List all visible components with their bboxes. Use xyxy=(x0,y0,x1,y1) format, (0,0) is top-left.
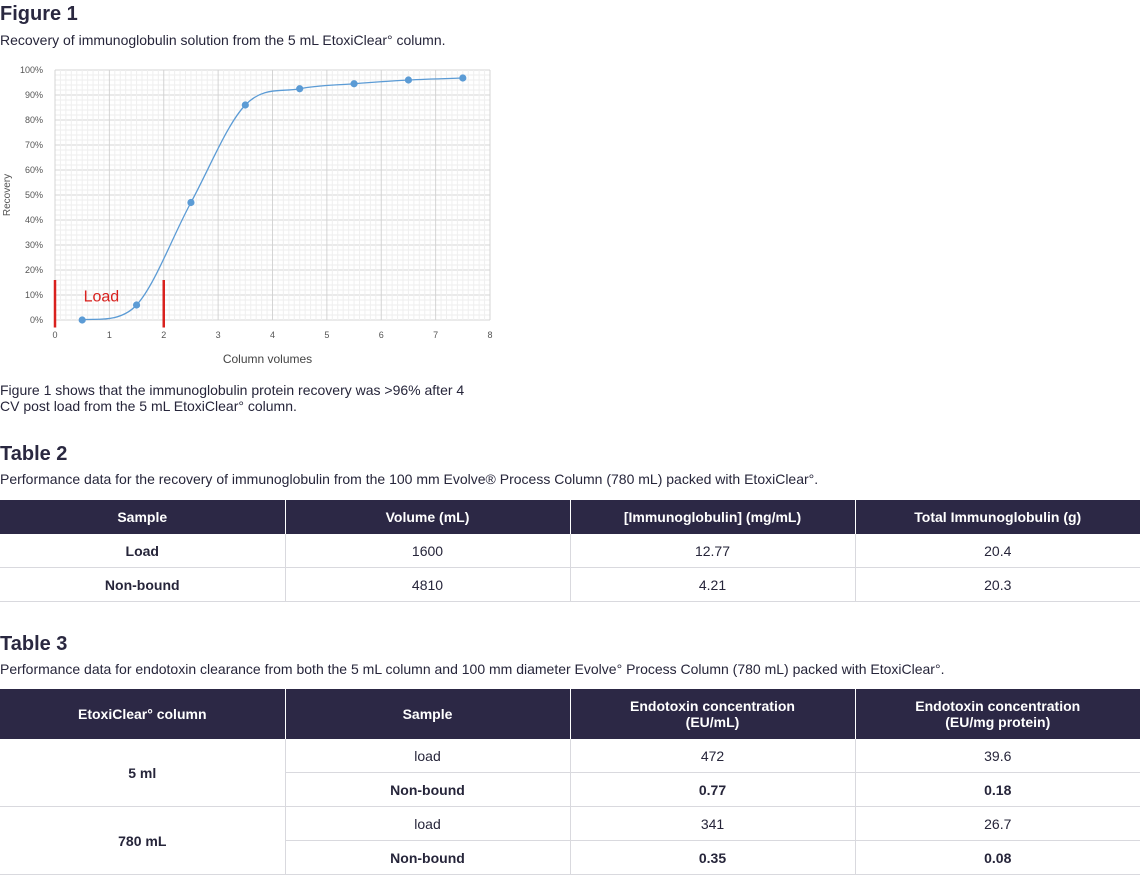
x-tick-label: 5 xyxy=(324,330,330,340)
table2-cell-sample: Load xyxy=(0,534,285,568)
recovery-chart xyxy=(0,60,510,372)
x-tick-label: 3 xyxy=(215,330,221,340)
table3-cell-eu-mg: 26.7 xyxy=(855,807,1140,841)
figure-caption: Recovery of immunoglobulin solution from the 5 mL EtoxiClear° column. xyxy=(0,32,446,48)
table3-cell-column: 780 mL xyxy=(0,807,285,875)
table3-header-eu-mg xyxy=(855,689,1140,739)
y-axis-label: Recovery xyxy=(2,173,13,217)
y-tick-label: 0% xyxy=(29,315,43,325)
table2-cell-total: 20.4 xyxy=(855,534,1140,568)
table3-header-eu-ml-line2: (EU/mL) xyxy=(685,714,740,730)
table2-cell-volume: 1600 xyxy=(285,534,570,568)
y-tick-label: 100% xyxy=(19,65,43,75)
data-point xyxy=(405,76,412,83)
y-tick-label: 10% xyxy=(24,290,43,300)
data-point xyxy=(242,101,249,108)
table3 xyxy=(0,689,1140,875)
table2-header-volume: Volume (mL) xyxy=(285,500,570,534)
table3-header-column: EtoxiClear° column xyxy=(0,689,285,739)
y-tick-label: 40% xyxy=(24,215,43,225)
table2-cell-total: 20.3 xyxy=(855,568,1140,602)
table2-header-row xyxy=(0,500,1140,534)
data-point xyxy=(133,301,140,308)
y-tick-label: 20% xyxy=(24,265,43,275)
y-tick-label: 80% xyxy=(24,115,43,125)
x-axis-label: Column volumes xyxy=(222,352,313,366)
data-point xyxy=(79,316,86,323)
table3-header-sample: Sample xyxy=(285,689,570,739)
table3-cell-column: 5 ml xyxy=(0,739,285,807)
table3-cell-eu-ml: 472 xyxy=(570,739,855,773)
table-row xyxy=(0,739,1140,773)
table2-caption: Performance data for the recovery of immunoglobulin from the 100 mm Evolve® Process Column (780 mL) packed with EtoxiClear°. xyxy=(0,471,819,487)
table3-cell-eu-ml: 0.35 xyxy=(570,841,855,875)
table3-header-eu-mg-line1: Endotoxin concentration xyxy=(915,698,1081,714)
data-point xyxy=(187,199,194,206)
table2 xyxy=(0,500,1140,602)
table3-heading: Table 3 xyxy=(0,633,68,655)
x-tick-label: 0 xyxy=(52,330,58,340)
table2-cell-sample: Non-bound xyxy=(0,568,285,602)
table3-cell-sample: load xyxy=(285,739,570,773)
table3-cell-eu-ml: 341 xyxy=(570,807,855,841)
y-tick-label: 60% xyxy=(24,165,43,175)
table3-cell-sample: Non-bound xyxy=(285,773,570,807)
table-row xyxy=(0,534,1140,568)
table3-header-eu-ml-line1: Endotoxin concentration xyxy=(630,698,795,714)
figure-description: Figure 1 shows that the immunoglobulin protein recovery was >96% after 4 CV post load from the 5 mL EtoxiClear° column. xyxy=(0,382,465,414)
table3-cell-eu-mg: 0.08 xyxy=(855,841,1140,875)
table3-cell-eu-mg: 0.18 xyxy=(855,773,1140,807)
table3-header-eu-mg-line2: (EU/mg protein) xyxy=(945,714,1051,730)
data-point xyxy=(296,85,303,92)
data-point xyxy=(459,74,466,81)
x-tick-label: 8 xyxy=(487,330,493,340)
table2-header-concentration: [Immunoglobulin] (mg/mL) xyxy=(570,500,855,534)
x-tick-label: 6 xyxy=(378,330,384,340)
table-row xyxy=(0,807,1140,841)
data-point xyxy=(350,80,357,87)
table3-cell-eu-mg: 39.6 xyxy=(855,739,1140,773)
table2-header-total: Total Immunoglobulin (g) xyxy=(855,500,1140,534)
table2-cell-concentration: 4.21 xyxy=(570,568,855,602)
table3-cell-sample: load xyxy=(285,807,570,841)
x-tick-label: 1 xyxy=(106,330,112,340)
table3-caption: Performance data for endotoxin clearance from both the 5 mL column and 100 mm diameter Evolve° Process Column (780 mL) packed with EtoxiClear°. xyxy=(0,661,945,677)
load-label: Load xyxy=(83,288,120,306)
y-tick-label: 90% xyxy=(24,90,43,100)
table3-cell-eu-ml: 0.77 xyxy=(570,773,855,807)
y-tick-label: 30% xyxy=(24,240,43,250)
y-tick-label: 50% xyxy=(24,190,43,200)
table-row xyxy=(0,568,1140,602)
y-tick-label: 70% xyxy=(24,140,43,150)
table3-cell-sample: Non-bound xyxy=(285,841,570,875)
table3-header-eu-ml xyxy=(570,689,855,739)
x-tick-label: 4 xyxy=(269,330,276,340)
table2-header-sample: Sample xyxy=(0,500,285,534)
table2-cell-concentration: 12.77 xyxy=(570,534,855,568)
figure-heading: Figure 1 xyxy=(0,3,78,25)
x-tick-label: 7 xyxy=(433,330,439,340)
table2-heading: Table 2 xyxy=(0,443,68,465)
table3-header-row xyxy=(0,689,1140,739)
x-tick-label: 2 xyxy=(161,330,167,340)
table2-cell-volume: 4810 xyxy=(285,568,570,602)
